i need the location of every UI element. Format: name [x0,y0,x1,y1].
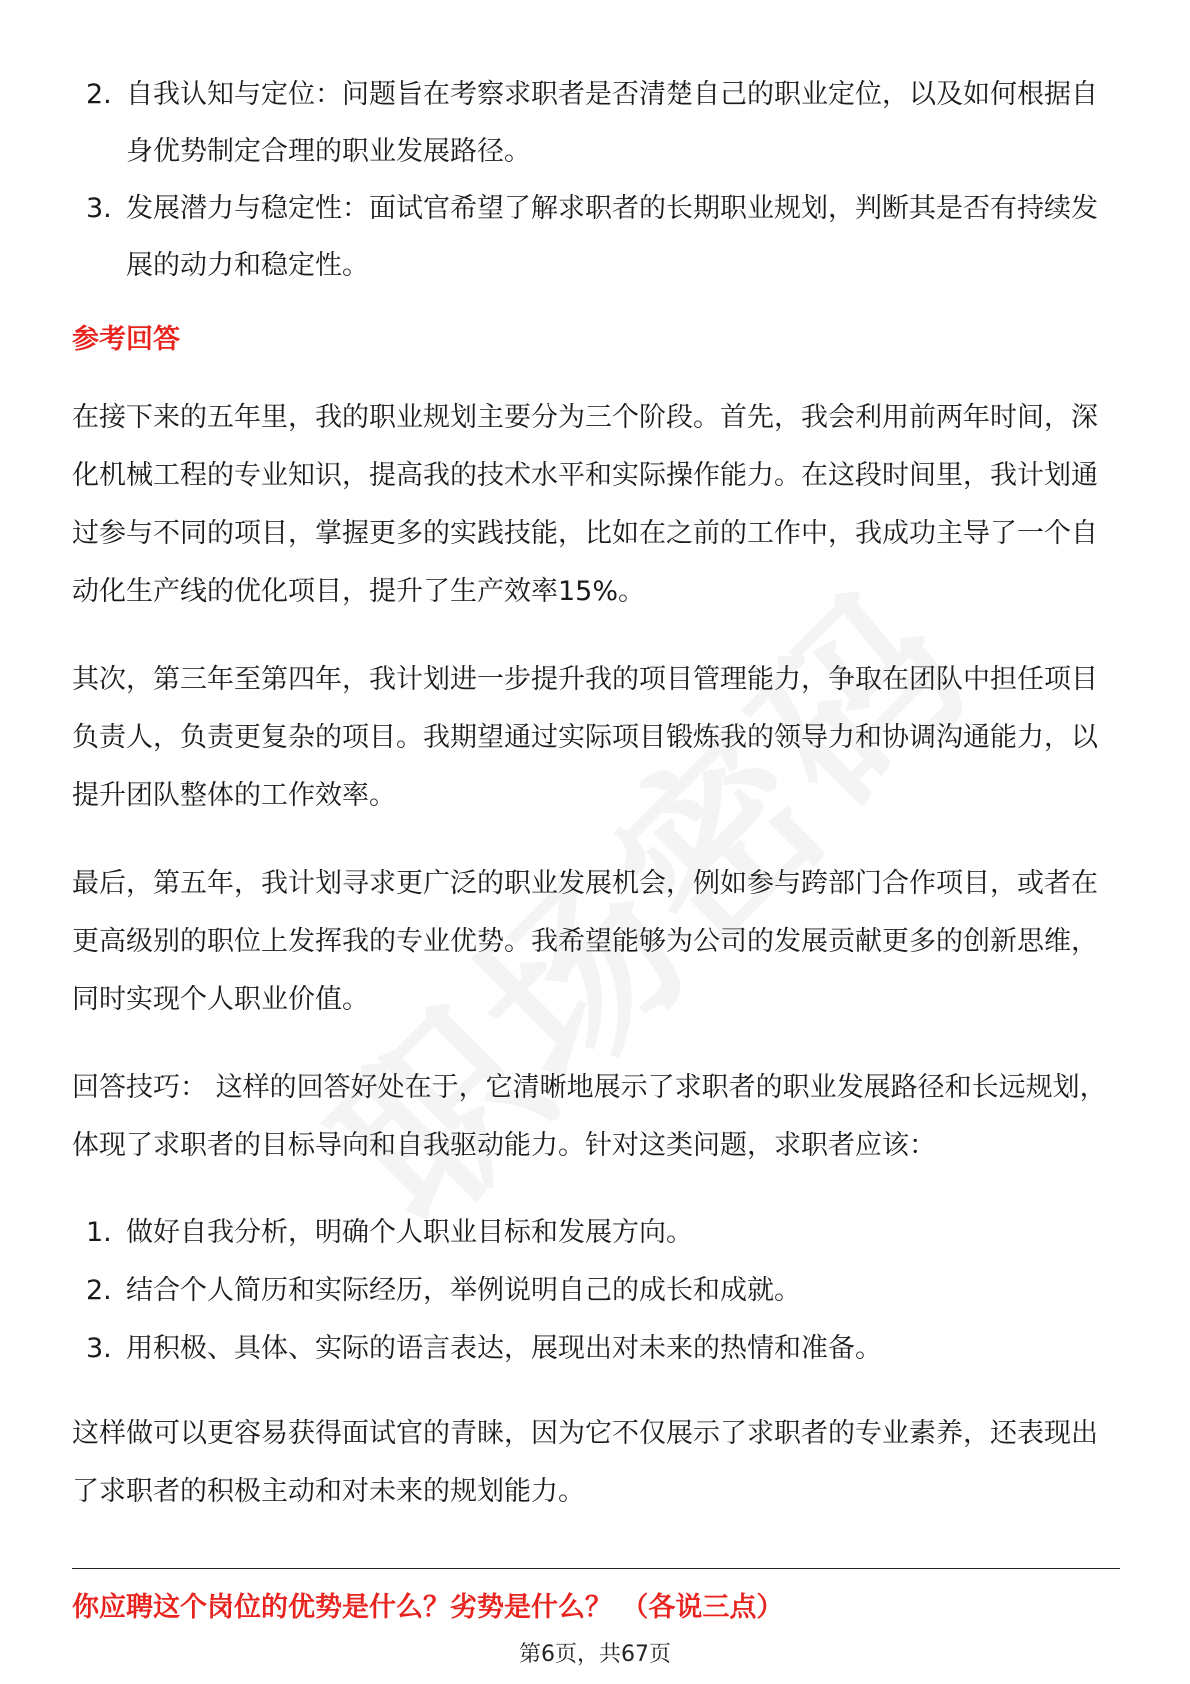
list-number: 3. [86,193,112,224]
list-number: 3. [86,1333,112,1364]
reference-answer-heading: 参考回答 [72,324,180,355]
list-text: 自我认知与定位：问题旨在考察求职者是否清楚自己的职业定位，以及如何根据自身优势制定合理的职业发展路径。 [126,79,1098,167]
list-item [72,66,1122,180]
answer-tips-paragraph: 回答技巧： 这样的回答好处在于，它清晰地展示了求职者的职业发展路径和长远规划，体现了求职者的目标导向和自我驱动能力。针对这类问题，求职者应该： [72,1072,1107,1161]
page-footer: 第6页，共67页 [519,1642,671,1667]
list-item [72,1320,1122,1378]
list-number: 1. [86,1217,112,1248]
tips-list [72,1204,1122,1378]
list-text: 结合个人简历和实际经历，举例说明自己的成长和成就。 [126,1275,801,1306]
next-question-heading: 你应聘这个岗位的优势是什么？劣势是什么？ （各说三点） [72,1592,784,1623]
answer-paragraph: 最后，第五年，我计划寻求更广泛的职业发展机会，例如参与跨部门合作项目，或者在更高级别的职位上发挥我的专业优势。我希望能够为公司的发展贡献更多的创新思维，同时实现个人职业价值。 [72,868,1098,1015]
list-text: 做好自我分析，明确个人职业目标和发展方向。 [126,1217,693,1248]
list-text: 发展潜力与稳定性：面试官希望了解求职者的长期职业规划，判断其是否有持续发展的动力和稳定性。 [126,193,1098,281]
list-number: 2. [86,79,112,110]
answer-paragraph: 其次，第三年至第四年，我计划进一步提升我的项目管理能力，争取在团队中担任项目负责人，负责更复杂的项目。我期望通过实际项目锻炼我的领导力和协调沟通能力，以提升团队整体的工作效率。 [72,664,1098,811]
question-intent-list [72,66,1122,294]
list-item [72,1204,1122,1262]
closing-paragraph: 这样做可以更容易获得面试官的青睐，因为它不仅展示了求职者的专业素养，还表现出了求职者的积极主动和对未来的规划能力。 [72,1418,1098,1507]
section-divider [72,1568,1120,1569]
answer-paragraph: 在接下来的五年里，我的职业规划主要分为三个阶段。首先，我会利用前两年时间，深化机械工程的专业知识，提高我的技术水平和实际操作能力。在这段时间里，我计划通过参与不同的项目，掌握更多的实践技能，比如在之前的工作中，我成功主导了一个自动化生产线的优化项目，提升了生产效率15%。 [72,402,1098,607]
list-text: 用积极、具体、实际的语言表达，展现出对未来的热情和准备。 [126,1333,882,1364]
list-number: 2. [86,1275,112,1306]
list-item [72,180,1122,294]
list-item [72,1262,1122,1320]
